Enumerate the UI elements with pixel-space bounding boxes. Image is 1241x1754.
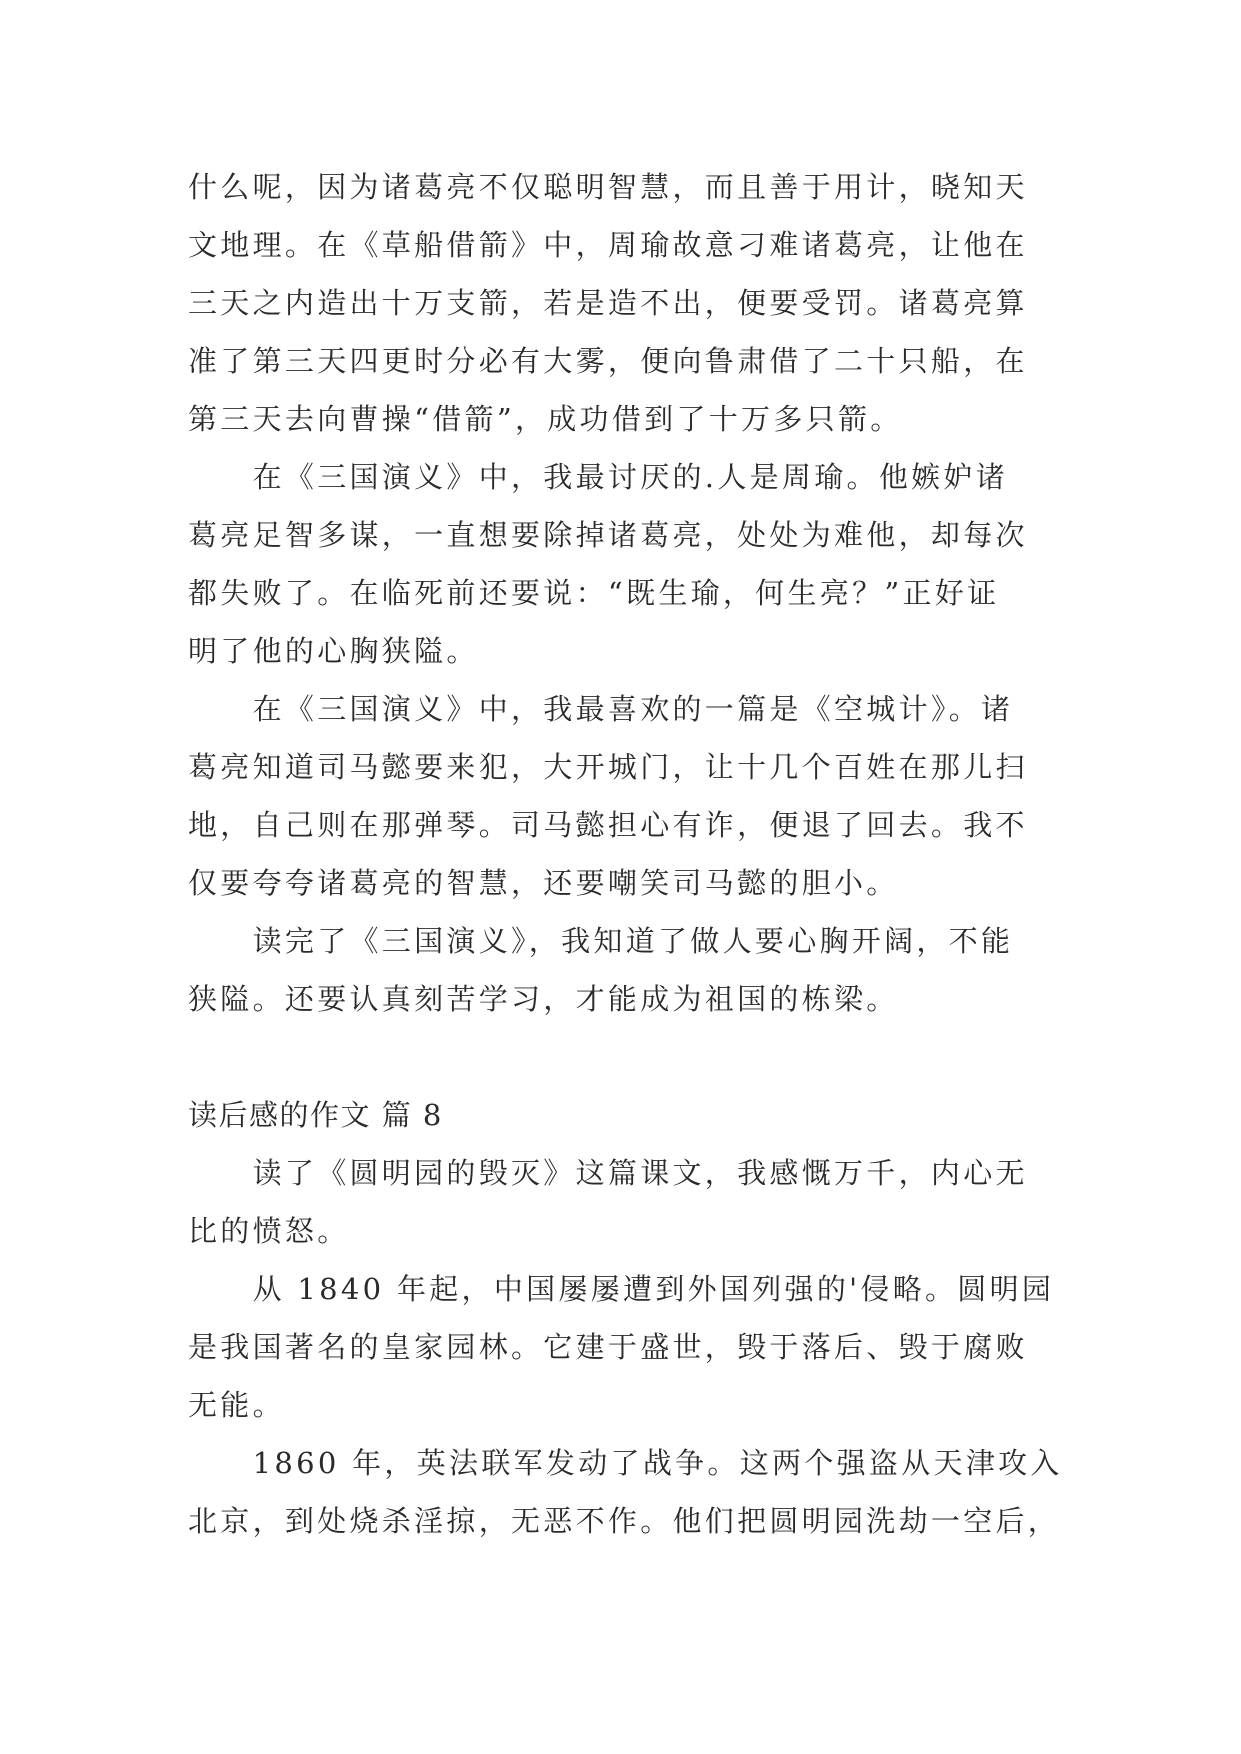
text-block-sanguo <box>188 158 1058 1028</box>
text-line: 在《三国演义》中，我最讨厌的.人是周瑜。他嫉妒诸 <box>188 460 1009 494</box>
document-page <box>188 158 1063 1550</box>
section-heading: 读后感的作文 篇 8 <box>188 1098 443 1132</box>
text-line: 比的愤怒。 <box>188 1214 350 1248</box>
text-line: 狭隘。还要认真刻苦学习，才能成为祖国的栋梁。 <box>188 982 899 1016</box>
text-line: 什么呢，因为诸葛亮不仅聪明智慧，而且善于用计，晓知天 <box>188 170 1028 204</box>
text-line: 葛亮知道司马懿要来犯，大开城门，让十几个百姓在那儿扫 <box>188 750 1028 784</box>
text-block-yuanmingyuan <box>188 1144 1063 1550</box>
text-line: 仅要夸夸诸葛亮的智慧，还要嘲笑司马懿的胆小。 <box>188 866 899 900</box>
section-spacer <box>188 1028 1058 1086</box>
text-line: 是我国著名的皇家园林。它建于盛世，毁于落后、毁于腐败 <box>188 1330 1028 1364</box>
text-line: 1860 年，英法联军发动了战争。这两个强盗从天津攻入 <box>188 1446 1063 1480</box>
text-line: 读了《圆明园的毁灭》这篇课文，我感慨万千，内心无 <box>188 1156 1028 1190</box>
text-line: 第三天去向曹操“借箭”，成功借到了十万多只箭。 <box>188 402 903 436</box>
text-line: 读完了《三国演义》，我知道了做人要心胸开阔，不能 <box>188 924 1014 958</box>
text-line: 都失败了。在临死前还要说：“既生瑜，何生亮？”正好证 <box>188 576 1000 610</box>
text-line: 三天之内造出十万支箭，若是造不出，便要受罚。诸葛亮算 <box>188 286 1028 320</box>
text-line: 准了第三天四更时分必有大雾，便向鲁肃借了二十只船，在 <box>188 344 1028 378</box>
text-line: 明了他的心胸狭隘。 <box>188 634 479 668</box>
text-line: 葛亮足智多谋，一直想要除掉诸葛亮，处处为难他，却每次 <box>188 518 1028 552</box>
text-line: 地，自己则在那弹琴。司马懿担心有诈，便退了回去。我不 <box>188 808 1028 842</box>
text-line: 文地理。在《草船借箭》中，周瑜故意刁难诸葛亮，让他在 <box>188 228 1028 262</box>
text-line: 无能。 <box>188 1388 285 1422</box>
text-line: 在《三国演义》中，我最喜欢的一篇是《空城计》。诸 <box>188 692 1014 726</box>
text-line: 从 1840 年起，中国屡屡遭到外国列强的'侵略。圆明园 <box>188 1272 1055 1306</box>
text-line: 北京，到处烧杀淫掠，无恶不作。他们把圆明园洗劫一空后， <box>188 1504 1061 1538</box>
